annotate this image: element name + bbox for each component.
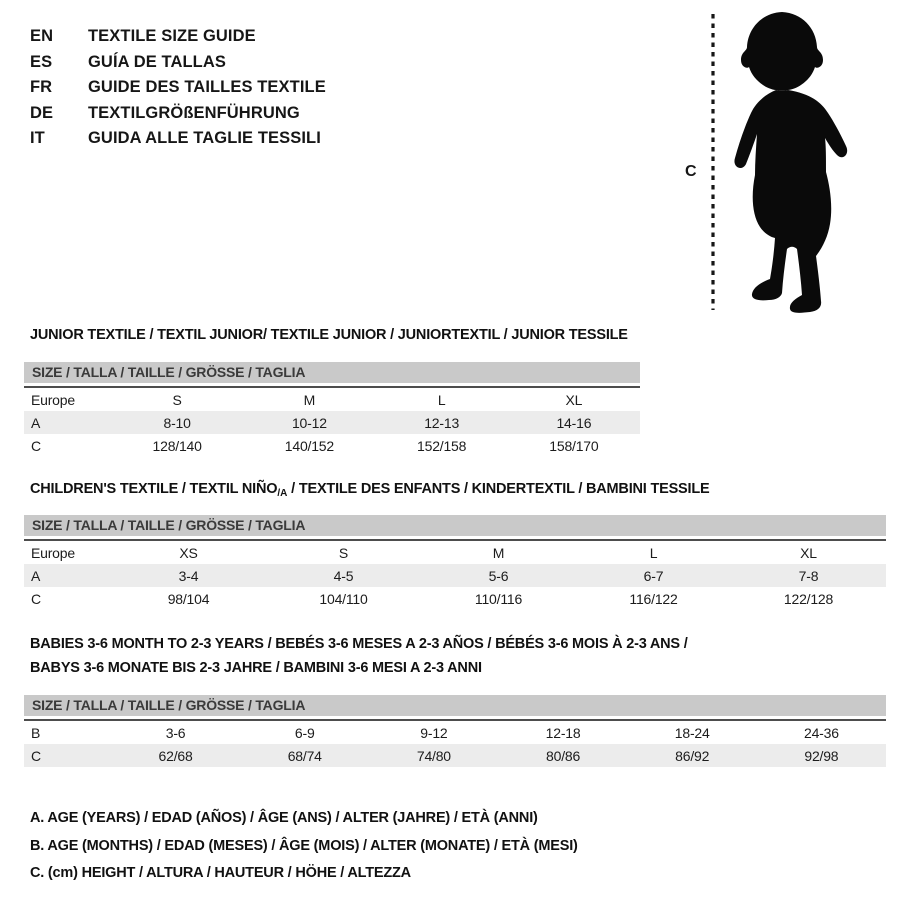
legend-line-a: A. AGE (YEARS) / EDAD (AÑOS) / ÂGE (ANS) / ALTER (JAHRE) / ETÀ (ANNI) bbox=[30, 810, 538, 826]
babies-title-line1: BABIES 3-6 MONTH TO 2-3 YEARS / BEBÉS 3-6 MESES A 2-3 AÑOS / BÉBÉS 3-6 MOIS À 2-3 ANS / bbox=[30, 636, 688, 652]
size-cell: 140/152 bbox=[284, 437, 334, 454]
row-label: C bbox=[31, 747, 41, 764]
legend-line-b: B. AGE (MONTHS) / EDAD (MESES) / ÂGE (MOIS) / ALTER (MONATE) / ETÀ (MESI) bbox=[30, 837, 578, 854]
language-code: FR bbox=[30, 78, 53, 97]
table-row bbox=[24, 387, 640, 411]
children-size-table-block bbox=[24, 515, 886, 610]
size-cell: 18-24 bbox=[674, 724, 710, 741]
size-cell: 128/140 bbox=[152, 437, 202, 454]
size-cell: XL bbox=[565, 391, 583, 408]
height-measure-label: C bbox=[685, 163, 697, 180]
table-row bbox=[24, 587, 886, 610]
babies-size-table-block bbox=[24, 695, 886, 767]
size-cell: 14-16 bbox=[556, 414, 592, 431]
children-title-post: / TEXTILE DES ENFANTS / KINDERTEXTIL / BAMBINI TESSILE bbox=[287, 481, 710, 497]
toddler-figure bbox=[676, 6, 861, 318]
table-row bbox=[24, 564, 886, 587]
row-label: Europe bbox=[31, 544, 75, 561]
size-cell: 92/98 bbox=[804, 747, 839, 764]
measure-legend bbox=[30, 805, 578, 888]
size-header-bar: SIZE / TALLA / TAILLE / GRÖSSE / TAGLIA bbox=[24, 515, 886, 536]
row-label: A bbox=[31, 567, 41, 584]
baby-silhouette-icon bbox=[676, 6, 861, 318]
children-title-sub: /A bbox=[277, 488, 288, 499]
language-code: DE bbox=[30, 103, 54, 122]
row-label: A bbox=[31, 414, 41, 431]
babies-size-table bbox=[24, 719, 886, 767]
size-cell: 8-10 bbox=[163, 414, 191, 431]
language-code: IT bbox=[30, 129, 45, 148]
row-label: C bbox=[31, 590, 41, 607]
table-row bbox=[24, 411, 640, 434]
language-title: TEXTILE SIZE GUIDE bbox=[88, 27, 256, 46]
babies-section-title bbox=[30, 633, 688, 680]
size-cell: 86/92 bbox=[675, 747, 710, 764]
size-cell: 3-6 bbox=[165, 724, 186, 741]
table-row bbox=[24, 720, 886, 744]
size-cell: 98/104 bbox=[167, 590, 210, 607]
size-cell: XS bbox=[179, 544, 198, 561]
size-cell: L bbox=[649, 544, 658, 561]
table-row bbox=[24, 744, 886, 767]
size-cell: XL bbox=[800, 544, 817, 561]
size-cell: 24-36 bbox=[803, 724, 839, 741]
children-size-table bbox=[24, 539, 886, 610]
size-cell: M bbox=[303, 391, 316, 408]
size-cell: 4-5 bbox=[333, 567, 354, 584]
junior-section-title: JUNIOR TEXTILE / TEXTIL JUNIOR/ TEXTILE JUNIOR / JUNIORTEXTIL / JUNIOR TESSILE bbox=[30, 327, 628, 343]
language-title: TEXTILGRÖßENFÜHRUNG bbox=[88, 103, 300, 122]
size-cell: L bbox=[437, 391, 446, 408]
size-cell: M bbox=[492, 544, 505, 561]
size-cell: 152/158 bbox=[417, 437, 467, 454]
size-header-bar: SIZE / TALLA / TAILLE / GRÖSSE / TAGLIA bbox=[24, 695, 886, 716]
size-cell: 68/74 bbox=[287, 747, 322, 764]
language-row bbox=[30, 24, 326, 50]
size-cell: S bbox=[172, 391, 182, 408]
size-cell: S bbox=[338, 544, 349, 561]
size-cell: 158/170 bbox=[549, 437, 599, 454]
size-cell: 3-4 bbox=[178, 567, 199, 584]
size-cell: 74/80 bbox=[416, 747, 451, 764]
language-title: GUIDA ALLE TAGLIE TESSILI bbox=[88, 129, 321, 148]
children-title-pre: CHILDREN'S TEXTILE / TEXTIL NIÑO bbox=[30, 481, 278, 497]
junior-size-table-block bbox=[24, 362, 640, 457]
size-cell: 6-7 bbox=[643, 567, 664, 584]
legend-line-c: C. (cm) HEIGHT / ALTURA / HAUTEUR / HÖHE / ALTEZZA bbox=[30, 865, 411, 881]
row-label: Europe bbox=[31, 391, 75, 408]
language-row bbox=[30, 75, 326, 101]
size-cell: 116/122 bbox=[629, 590, 678, 607]
size-cell: 5-6 bbox=[488, 567, 509, 584]
language-code: EN bbox=[30, 27, 54, 46]
row-label: B bbox=[31, 724, 41, 741]
language-row bbox=[30, 126, 326, 152]
language-row bbox=[30, 50, 326, 76]
row-label: C bbox=[31, 437, 41, 454]
size-cell: 62/68 bbox=[158, 747, 193, 764]
size-cell: 10-12 bbox=[291, 414, 327, 431]
size-cell: 80/86 bbox=[546, 747, 581, 764]
size-cell: 12-18 bbox=[545, 724, 581, 741]
language-code: ES bbox=[30, 52, 53, 71]
size-cell: 12-13 bbox=[424, 414, 460, 431]
children-section-title bbox=[30, 481, 710, 499]
size-cell: 110/116 bbox=[474, 590, 523, 607]
size-cell: 9-12 bbox=[420, 724, 448, 741]
junior-size-table bbox=[24, 386, 640, 457]
table-row bbox=[24, 434, 640, 457]
language-list bbox=[30, 24, 326, 152]
language-title: GUÍA DE TALLAS bbox=[88, 52, 226, 71]
language-title: GUIDE DES TAILLES TEXTILE bbox=[88, 78, 326, 97]
size-header-bar: SIZE / TALLA / TAILLE / GRÖSSE / TAGLIA bbox=[24, 362, 640, 383]
babies-title-line2: BABYS 3-6 MONATE BIS 2-3 JAHRE / BAMBINI 3-6 MESI A 2-3 ANNI bbox=[30, 659, 482, 676]
size-cell: 104/110 bbox=[319, 590, 368, 607]
size-cell: 122/128 bbox=[783, 590, 834, 607]
language-row bbox=[30, 101, 326, 127]
table-row bbox=[24, 540, 886, 564]
size-cell: 7-8 bbox=[798, 567, 819, 584]
size-cell: 6-9 bbox=[294, 724, 315, 741]
